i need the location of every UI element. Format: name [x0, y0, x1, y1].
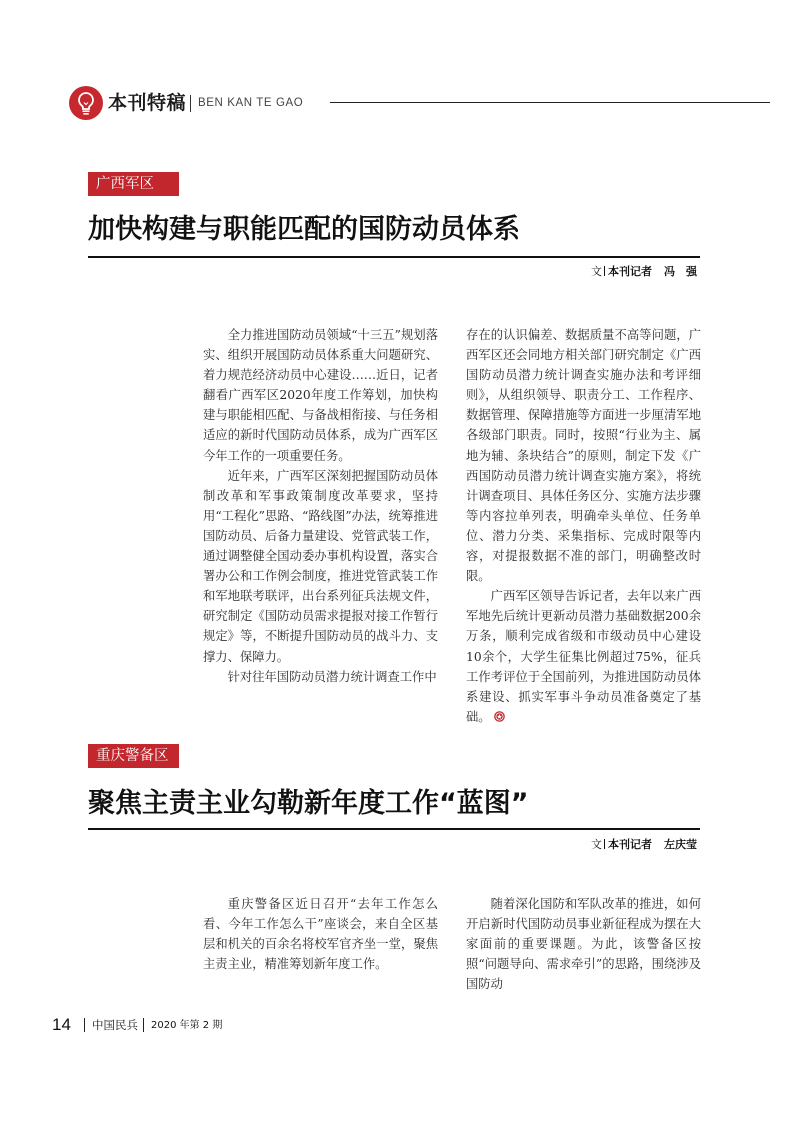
article-column-left	[203, 325, 438, 687]
column-title: 本刊特稿	[108, 92, 187, 114]
article-title: 加快构建与职能匹配的国防动员体系	[88, 214, 520, 245]
lightbulb-icon	[69, 86, 103, 120]
paragraph: 随着深化国防和军队改革的推进，如何开启新时代国防动员事业新征程成为摆在大家面前的重要课题。为此，该警备区按照“问题导向、需求牵引”的思路，围绕涉及国防动	[466, 897, 701, 992]
paragraph	[466, 586, 701, 727]
byline-role: 本刊记者	[608, 838, 652, 851]
issue-label: 2020 年第 2 期	[151, 1020, 223, 1031]
header-divider	[190, 95, 191, 112]
byline-separator	[604, 839, 605, 849]
article-column-left	[203, 894, 438, 974]
paragraph-text: 广西军区领导告诉记者，去年以来广西军地先后统计更新动员潜力基础数据200余万条，顺利完成省级和市级动员中心建设10余个，大学生征集比例超过75%，征兵工作考评位于全国前列，为推进国防动员体系建设、抓实军事斗争动员准备奠定了基础。	[466, 589, 701, 724]
paragraph: 针对往年国防动员潜力统计调查工作中	[227, 669, 437, 684]
footer-divider	[143, 1018, 144, 1032]
page-number: 14	[52, 1015, 71, 1034]
byline-separator	[604, 266, 605, 276]
paragraph: 重庆警备区近日召开“去年工作怎么看、今年工作怎么干”座谈会，来自全区基层和机关的百余名将校军官齐坐一堂，聚焦主责主业，精准筹划新年度工作。	[203, 897, 438, 972]
byline-label: 文	[591, 265, 602, 278]
column-pinyin: BEN KAN TE GAO	[198, 97, 304, 109]
byline-author: 左庆莹	[664, 838, 697, 851]
byline-role: 本刊记者	[608, 265, 652, 278]
byline	[591, 265, 697, 279]
magazine-name: 中国民兵	[92, 1018, 138, 1032]
title-rule	[88, 828, 700, 830]
byline-author: 冯 强	[664, 265, 697, 278]
byline	[591, 838, 697, 852]
header-rule	[330, 102, 770, 103]
byline-label: 文	[591, 838, 602, 851]
article-title: 聚焦主责主业勾勒新年度工作“蓝图”	[88, 788, 529, 819]
footer-divider	[84, 1018, 85, 1032]
article-column-right	[466, 325, 701, 727]
paragraph-continued: 存在的认识偏差、数据质量不高等问题，广西军区还会同地方相关部门研究制定《广西国防动员潜力统计调查实施办法和考评细则》，从组织领导、职责分工、工作程序、数据管理、保障措施等方面进一步厘清军地各级部门职责。同时，按照“行业为主、属地为辅、条块结合”的原则，制定下发《广西国防动员潜力统计调查实施方案》，将统计调查项目、具体任务区分、实施方法步骤等内容拉单列表，明确牵头单位、任务单位、潜力分类、采集指标、完成时限等内容，对提报数据不准的部门，明确整改时限。	[466, 328, 701, 584]
region-tag: 广西军区	[88, 172, 179, 196]
paragraph: 全力推进国防动员领域“十三五”规划落实、组织开展国防动员体系重大问题研究、着力规范经济动员中心建设……近日，记者翻看广西军区2020年度工作筹划，加快构建与职能相匹配、与备战相衔接、与任务相适应的新时代国防动员体系，成为广西军区今年工作的一项重要任务。	[203, 328, 438, 463]
article-column-right	[466, 894, 701, 994]
region-tag: 重庆警备区	[88, 744, 179, 768]
paragraph: 近年来，广西军区深刻把握国防动员体制改革和军事政策制度改革要求，坚持用“工程化”思路、“路线图”办法，统筹推进国防动员、后备力量建设、党管武装工作，通过调整健全国动委办事机构设置，落实合署办公和工作例会制度，推进党管武装工作和军地联考联评，出台系列征兵法规文件，研究制定《国防动员需求提报对接工作暂行规定》等，不断提升国防动员的战斗力、支撑力、保障力。	[203, 468, 438, 664]
end-mark-icon	[494, 711, 505, 722]
title-rule	[88, 256, 700, 258]
